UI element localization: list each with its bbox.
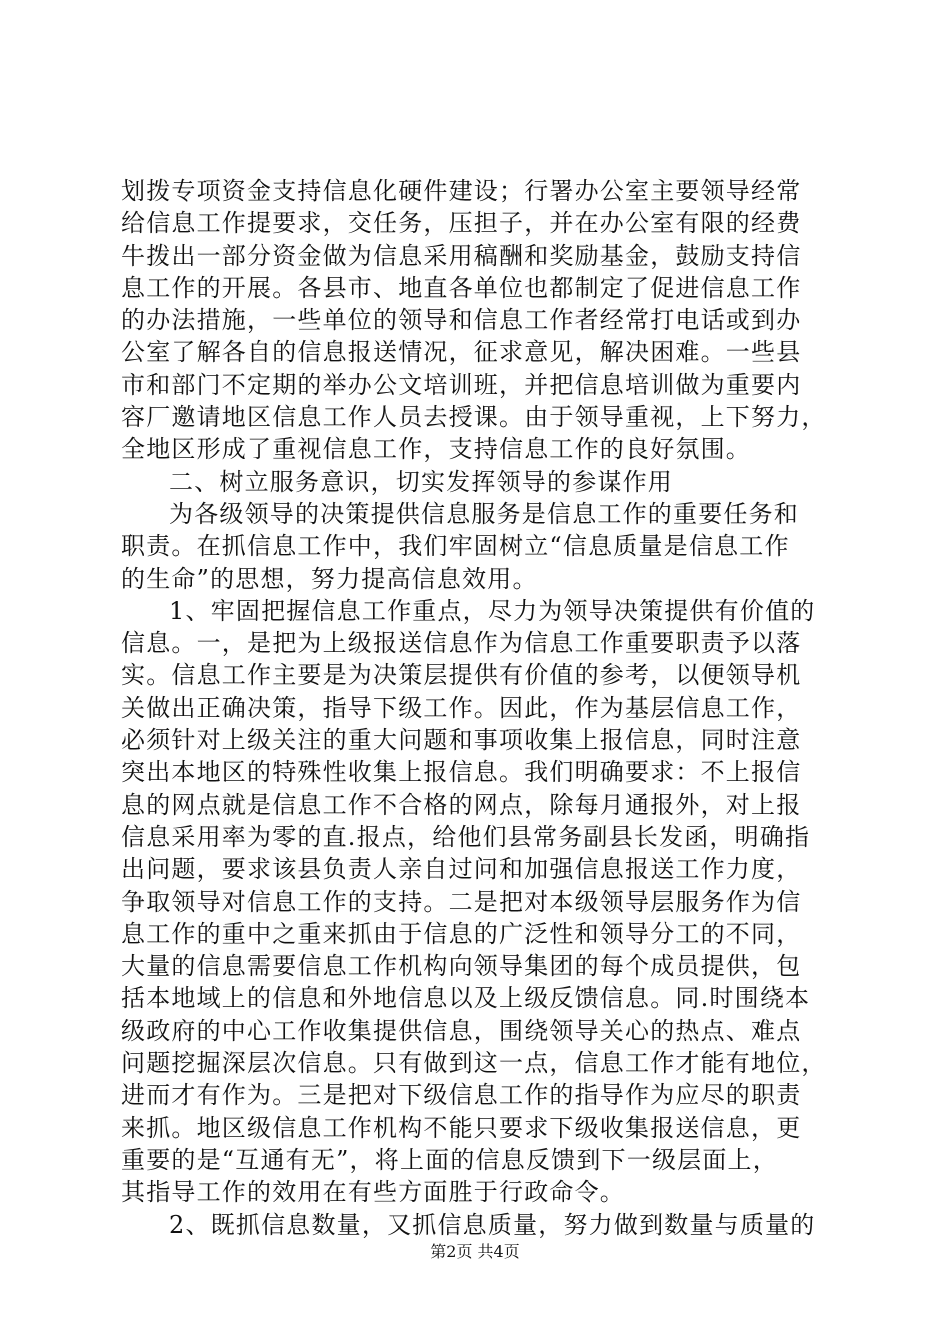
text-line: 信息采用率为零的直.报点，给他们县常务副县长发函，明确指 [121, 822, 811, 851]
text-line: 问题挖掘深层次信息。只有做到这一点，信息工作才能有地位， [121, 1049, 827, 1078]
text-line: 容厂邀请地区信息工作人员去授课。由于领导重视，上下努力， [121, 403, 827, 432]
text-line: 给信息工作提要求，交任务，压担子，并在办公室有限的经费 [121, 209, 802, 238]
text-line: 息工作的重中之重来抓由于信息的广泛性和领导分工的不同， [121, 919, 802, 948]
text-line: 级政府的中心工作收集提供信息，围绕领导关心的热点、难点 [121, 1016, 802, 1045]
text-line: 牛拨出一部分资金做为信息采用稿酬和奖励基金，鼓励支持信 [121, 241, 802, 270]
text-line: 全地区形成了重视信息工作，支持信息工作的良好氛围。 [121, 435, 751, 464]
text-line: 息工作的开展。各县市、地直各单位也都制定了促进信息工作 [121, 273, 802, 302]
text-line: 大量的信息需要信息工作机构向领导集团的每个成员提供，包 [121, 952, 802, 981]
page-footer [0, 1242, 950, 1262]
text-line: 公室了解各自的信息报送情况，征求意见，解决困难。一些县 [121, 338, 802, 367]
page-number: 第2页 共4页 [430, 1242, 520, 1261]
text-line: 进而才有作为。三是把对下级信息工作的指导作为应尽的职责 [121, 1081, 802, 1110]
text-line: 实。信息工作主要是为决策层提供有价值的参考，以便领导机 [121, 661, 802, 690]
section-heading: 二、树立服务意识，切实发挥领导的参谋作用 [169, 467, 673, 496]
text-line: 息的网点就是信息工作不合格的网点，除每月通报外，对上报 [121, 790, 802, 819]
text-line: 信息。一，是把为上级报送信息作为信息工作重要职责予以落 [121, 629, 802, 658]
text-line: 职责。在抓信息工作中，我们牢固树立“信息质量是信息工作 [121, 532, 790, 561]
paragraph-start-line: 2、既抓信息数量，又抓信息质量，努力做到数量与质量的 [169, 1210, 816, 1239]
text-line: 重要的是“互通有无”，将上面的信息反馈到下一级层面上， [121, 1145, 778, 1174]
document-body [121, 175, 841, 1241]
text-line: 关做出正确决策，指导下级工作。因此，作为基层信息工作， [121, 693, 802, 722]
text-line: 突出本地区的特殊性收集上报信息。我们明确要求：不上报信 [121, 758, 802, 787]
text-line: 的生命”的思想，努力提高信息效用。 [121, 564, 538, 593]
paragraph-start-line: 1、牢固把握信息工作重点，尽力为领导决策提供有价值的 [169, 596, 816, 625]
text-line: 其指导工作的效用在有些方面胜于行政命令。 [121, 1178, 625, 1207]
paragraph-start-line: 为各级领导的决策提供信息服务是信息工作的重要任务和 [169, 499, 799, 528]
text-line: 争取领导对信息工作的支持。二是把对本级领导层服务作为信 [121, 887, 802, 916]
text-line: 市和部门不定期的举办公文培训班，并把信息培训做为重要内 [121, 370, 802, 399]
text-line: 必须针对上级关注的重大问题和事项收集上报信息，同时注意 [121, 726, 802, 755]
text-line: 的办法措施，一些单位的领导和信息工作者经常打电话或到办 [121, 306, 802, 335]
text-line: 出问题，要求该县负责人亲自过问和加强信息报送工作力度， [121, 855, 802, 884]
text-line: 划拨专项资金支持信息化硬件建设；行署办公室主要领导经常 [121, 177, 802, 205]
text-line: 来抓。地区级信息工作机构不能只要求下级收集报送信息，更 [121, 1113, 802, 1142]
text-line: 括本地域上的信息和外地信息以及上级反馈信息。同.时围绕本 [121, 984, 811, 1013]
